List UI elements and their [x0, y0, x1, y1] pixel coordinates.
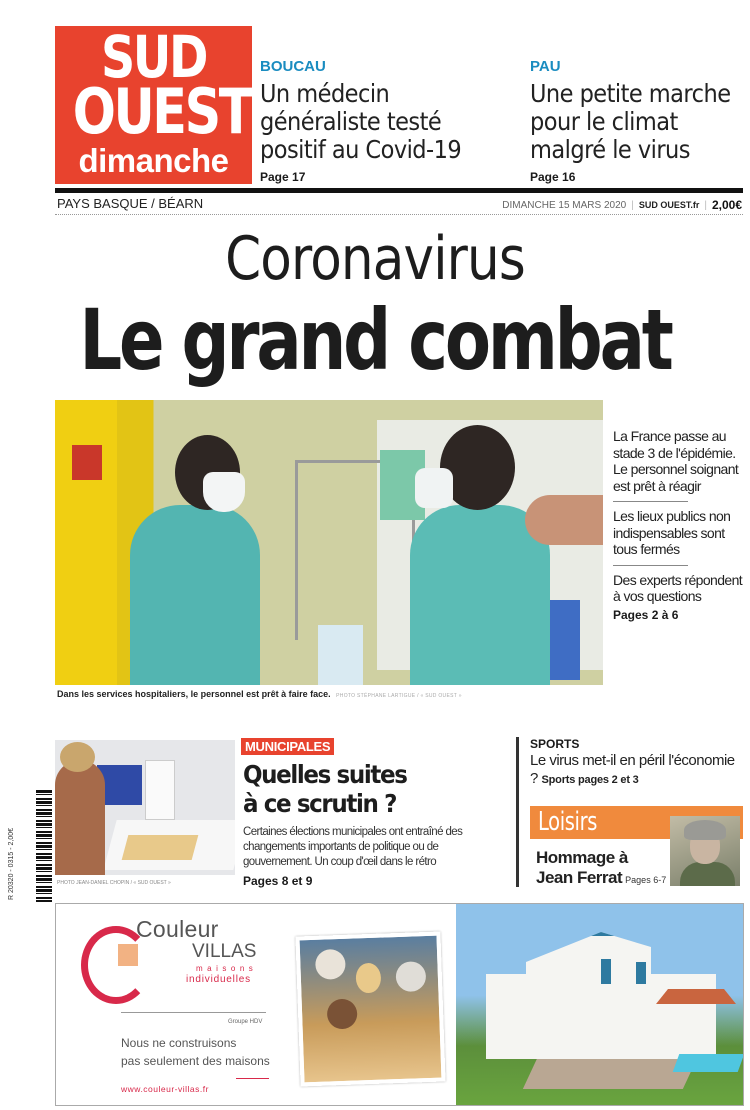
teaser-boucau[interactable] [260, 58, 484, 184]
masthead-rule [55, 188, 743, 193]
main-photo-caption [57, 689, 462, 699]
sports-title[interactable] [530, 752, 745, 789]
bullet-item[interactable]: La France passe au stade 3 de l'épidémie. Le personnel soignant est prêt à réagir [613, 428, 739, 494]
teaser-page: Page 17 [260, 170, 306, 184]
photo-roof [656, 989, 736, 1004]
brand-name-line1: Couleur [136, 916, 219, 942]
photo-person [315, 949, 346, 980]
teaser-title [530, 80, 731, 164]
bullet-divider [613, 565, 688, 566]
photo-roll [318, 625, 363, 685]
teaser-pau[interactable] [530, 58, 750, 184]
photo-door [55, 400, 117, 685]
photo-hair [60, 742, 95, 772]
advertisement-couleur-villas[interactable] [55, 903, 744, 1106]
photo-credit: PHOTO STÉPHANE LARTIGUE / « SUD OUEST » [336, 693, 462, 699]
teaser-kicker: BOUCAU [260, 58, 326, 75]
sports-kicker: SPORTS [530, 737, 580, 751]
brand-tagline-1: maisons [196, 964, 258, 973]
teaser-title [260, 80, 461, 164]
loisirs-pages: Pages 6-7 [625, 875, 667, 885]
photo-ballots [122, 835, 199, 860]
bullet-pages: Pages 2 à 6 [613, 607, 679, 622]
separator: | [704, 199, 707, 211]
photo-nurse-left [130, 505, 260, 685]
main-photo-nurses[interactable] [55, 400, 603, 685]
photo-woman [55, 760, 105, 875]
bullet-divider [613, 501, 688, 502]
site-link[interactable]: SUD OUEST.fr [638, 200, 700, 210]
jean-ferrat-photo[interactable] [670, 816, 740, 886]
brand-logo-square [118, 944, 138, 966]
brand-name-line2: VILLAS [192, 941, 257, 962]
barcode-number: R 20320 - 0315 - 2,00€ [8, 828, 15, 900]
title-line: Quelles suites [243, 760, 407, 789]
ad-divider [121, 1012, 266, 1013]
family-photo [295, 932, 445, 1087]
logo-line-dimanche: dimanche [78, 142, 229, 179]
logo-line-sud: SUD [101, 23, 206, 91]
photo-shutter [601, 959, 611, 984]
municipales-title[interactable] [243, 760, 407, 818]
photo-house [486, 974, 716, 1059]
teaser-page: Page 16 [530, 170, 576, 184]
teaser-title-line: Une petite marche [530, 79, 731, 108]
issue-date: DIMANCHE 15 MARS 2020 [502, 199, 627, 211]
teaser-kicker: PAU [530, 58, 561, 75]
separator: | [631, 199, 634, 211]
municipales-body: Certaines élections municipales ont entraîné des changements importants de politique ou de gouvernement. Un coup d'œil dans le rétro [243, 826, 463, 868]
dateline [502, 198, 742, 212]
title-line: Jean Ferrat [536, 868, 623, 887]
column-divider [516, 737, 519, 887]
logo-line-ouest: OUEST [72, 75, 251, 148]
teaser-title-line: Un médecin [260, 79, 390, 108]
sports-pages: Sports pages 2 et 3 [541, 774, 639, 786]
photo-arm [525, 495, 603, 545]
ad-accent-line [236, 1078, 269, 1079]
headline-kicker: Coronavirus [225, 224, 525, 294]
slogan-line: pas seulement des maisons [121, 1054, 270, 1068]
slogan-line: Nous ne construisons [121, 1036, 237, 1050]
edition-label: PAYS BASQUE / BÉARN [57, 196, 204, 211]
photo-person [355, 963, 381, 994]
dotted-divider [55, 214, 743, 215]
photo-sign [72, 445, 102, 480]
teaser-title-line: positif au Covid-19 [260, 135, 462, 164]
ad-slogan [121, 1034, 270, 1070]
brand-tagline-2: individuelles [186, 974, 251, 985]
municipales-pages: Pages 8 et 9 [243, 874, 313, 888]
photo-person [327, 998, 358, 1029]
barcode [36, 790, 52, 902]
photo-shutter [636, 962, 646, 984]
side-bullets [613, 428, 743, 622]
photo-credit: PHOTO JEAN-DANIEL CHOPIN / « SUD OUEST » [57, 880, 171, 886]
photo-voting-booth [145, 760, 175, 820]
ad-group: Groupe HDV [228, 1019, 263, 1025]
ad-url-link[interactable]: www.couleur-villas.fr [121, 1084, 209, 1094]
photo-mask-left [203, 472, 245, 512]
photo-body [680, 862, 735, 886]
teaser-title-line: généraliste testé [260, 107, 442, 136]
bullet-item[interactable]: Des experts répondent à vos questions [613, 571, 743, 604]
section-tag-municipales[interactable]: MUNICIPALES [241, 738, 334, 755]
loisirs-title[interactable] [536, 848, 666, 890]
issue-price: 2,00€ [711, 198, 742, 212]
teaser-title-line: pour le climat [530, 107, 678, 136]
caption-text: Dans les services hospitaliers, le personnel est prêt à faire face. [57, 689, 331, 699]
teaser-title-line: malgré le virus [530, 135, 690, 164]
bullet-item[interactable]: Les lieux publics non indispensables sont tous fermés [613, 508, 731, 557]
headline-title[interactable]: Le grand combat [79, 291, 671, 389]
voting-photo[interactable] [55, 740, 235, 875]
sports-title-text: Le virus met-il en péril l'économie ? [530, 752, 735, 787]
photo-person [395, 961, 426, 992]
title-line: à ce scrutin ? [243, 789, 397, 818]
loisirs-label[interactable]: Loisirs [538, 807, 598, 837]
title-line: Hommage à [536, 848, 628, 867]
photo-hair [684, 820, 726, 840]
photo-pool [673, 1054, 744, 1072]
masthead-logo[interactable] [55, 23, 252, 184]
photo-mask-right [415, 468, 453, 508]
